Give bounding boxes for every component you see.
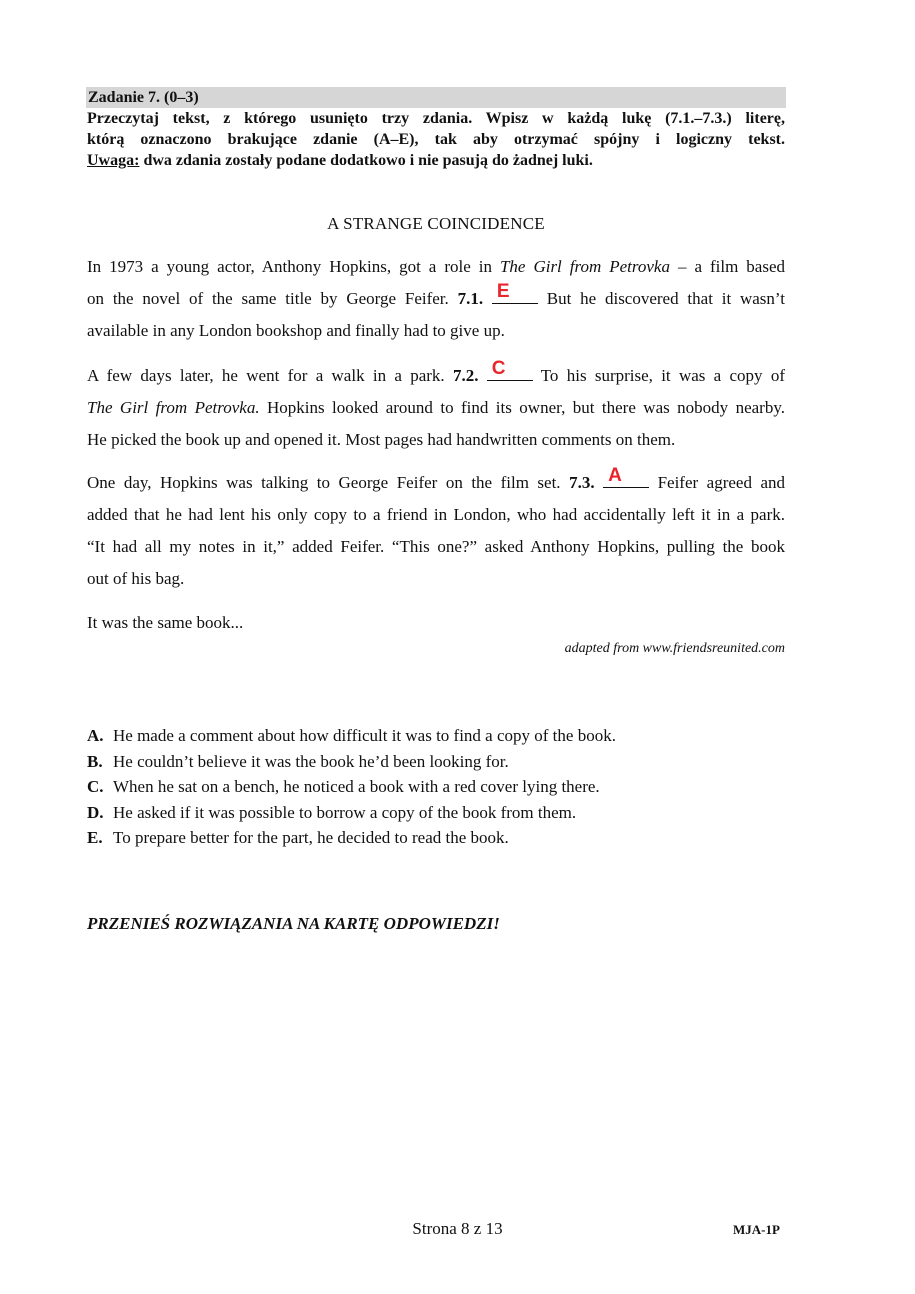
option-b bbox=[87, 749, 785, 775]
instruction-note bbox=[87, 150, 785, 171]
task-instructions bbox=[87, 108, 785, 171]
text-span: One day, Hopkins was talking to George Feifer on the film set. bbox=[87, 473, 570, 492]
instruction-line: Przeczytaj tekst, z którego usunięto trzy zdania. Wpisz w każdą lukę (7.1.–7.3.) literę, bbox=[87, 110, 785, 127]
option-c bbox=[87, 774, 785, 800]
text-line: “It had all my notes in it,” added Feifer. “This one?” asked Anthony Hopkins, pulling the book bbox=[87, 537, 785, 556]
option-letter: E. bbox=[87, 828, 103, 847]
text-span: But he discovered that it wasn’t bbox=[537, 289, 785, 308]
gap-label-7-1: 7.1. bbox=[457, 289, 484, 308]
instruction-line: którą oznaczono brakujące zdanie (A–E), tak aby otrzymać spójny i logiczny tekst. bbox=[87, 131, 785, 148]
task-header: Zadanie 7. (0–3) bbox=[86, 87, 786, 108]
uwaga-text: dwa zdania zostały podane dodatkowo i nie pasują do żadnej luki. bbox=[139, 152, 593, 169]
exam-code: MJA-1P bbox=[733, 1222, 780, 1237]
text-span: In 1973 a young actor, Anthony Hopkins, got a role in bbox=[87, 257, 500, 276]
paragraph-4 bbox=[87, 607, 785, 639]
text-span: Hopkins looked around to find its owner, but there was nobody nearby. bbox=[259, 398, 785, 417]
book-title: The Girl from Petrovka. bbox=[87, 398, 260, 417]
text-span: A few days later, he went for a walk in a park. bbox=[87, 366, 453, 385]
text-span: To his surprise, it was a copy of bbox=[532, 366, 786, 385]
gap-7-3[interactable] bbox=[603, 465, 649, 488]
paragraph-3 bbox=[87, 467, 785, 595]
gap-7-2[interactable] bbox=[487, 358, 533, 381]
paragraph-2 bbox=[87, 360, 785, 456]
text-line: added that he had lent his only copy to a friend in London, who had accidentally left it in a park. bbox=[87, 505, 785, 524]
option-text: He couldn’t believe it was the book he’d been looking for. bbox=[113, 751, 509, 771]
option-e bbox=[87, 825, 785, 851]
text-span: – a film based bbox=[669, 257, 785, 276]
answer-7-1: E bbox=[496, 281, 510, 302]
option-letter: D. bbox=[87, 802, 104, 822]
option-text: To prepare better for the part, he decided to read the book. bbox=[113, 828, 509, 847]
answer-7-3: A bbox=[608, 465, 622, 486]
option-text: He made a comment about how difficult it was to find a copy of the book. bbox=[113, 726, 616, 745]
text-line: He picked the book up and opened it. Most pages had handwritten comments on them. bbox=[87, 430, 676, 449]
options-list bbox=[87, 723, 785, 851]
option-d bbox=[87, 800, 785, 826]
option-a bbox=[87, 723, 785, 749]
book-title: The Girl from Petrovka bbox=[499, 257, 670, 276]
gap-label-7-3: 7.3. bbox=[569, 473, 595, 492]
page-number: Strona 8 z 13 bbox=[412, 1219, 503, 1238]
text-line bbox=[87, 392, 785, 424]
text-line: It was the same book... bbox=[87, 613, 244, 632]
text-span: on the novel of the same title by George Feifer. bbox=[87, 289, 458, 308]
option-text: He asked if it was possible to borrow a copy of the book from them. bbox=[113, 802, 577, 822]
text-line bbox=[87, 360, 785, 392]
paragraph-1 bbox=[87, 251, 785, 347]
gap-label-7-2: 7.2. bbox=[452, 366, 479, 385]
source-credit: adapted from www.friendsreunited.com bbox=[564, 641, 785, 656]
option-text: When he sat on a bench, he noticed a book with a red cover lying there. bbox=[113, 777, 600, 796]
text-line: out of his bag. bbox=[87, 569, 185, 588]
text-span: Feifer agreed and bbox=[649, 473, 785, 492]
option-letter: C. bbox=[87, 777, 104, 796]
option-letter: A. bbox=[87, 726, 104, 745]
text-title: A STRANGE COINCIDENCE bbox=[327, 214, 545, 233]
uwaga-label: Uwaga: bbox=[87, 152, 140, 169]
text-line bbox=[87, 283, 785, 315]
text-line bbox=[87, 467, 785, 499]
answer-7-2: C bbox=[491, 358, 506, 379]
transfer-note: PRZENIEŚ ROZWIĄZANIA NA KARTĘ ODPOWIEDZI! bbox=[87, 914, 500, 933]
text-line bbox=[87, 251, 785, 283]
text-line: available in any London bookshop and finally had to give up. bbox=[87, 321, 505, 340]
option-letter: B. bbox=[87, 751, 103, 771]
gap-7-1[interactable] bbox=[492, 281, 538, 304]
